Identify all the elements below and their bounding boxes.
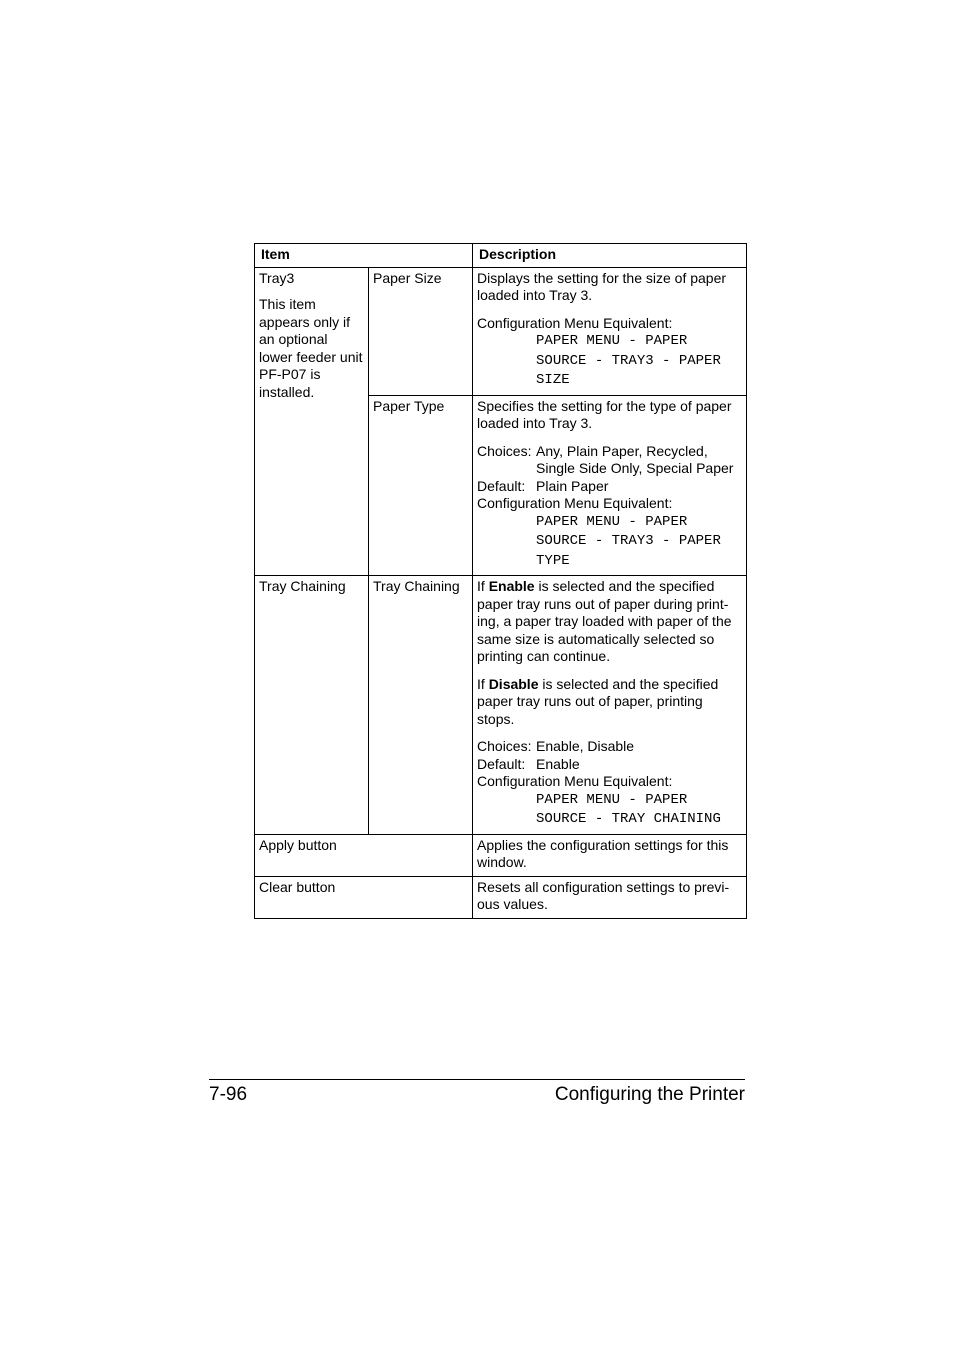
paper-size-config-line2: SOURCE - TRAY3 - PAPER xyxy=(536,352,721,369)
choices-value: Enable, Disable xyxy=(536,738,635,754)
tray3-label: Tray3 xyxy=(259,269,295,286)
paper-size-config-line1: PAPER MENU - PAPER xyxy=(536,333,688,349)
table-row xyxy=(255,576,747,835)
paper-type-desc-cell xyxy=(473,395,747,576)
table-row xyxy=(255,876,747,918)
paper-size-desc-cell xyxy=(473,267,747,395)
clear-button-label: Clear button xyxy=(255,876,473,918)
tray-chaining-desc-cell xyxy=(473,576,747,835)
paper-size-config-label: Configuration Menu Equivalent: xyxy=(477,314,673,331)
tray-chaining-config-label: Configuration Menu Equivalent: xyxy=(477,773,673,789)
paper-type-details xyxy=(477,443,743,572)
tray-chaining-enable-desc xyxy=(477,578,743,666)
paper-type-config-line1: PAPER MENU - PAPER xyxy=(536,513,688,530)
tray-chaining-details xyxy=(477,738,743,830)
default-value: Plain Paper xyxy=(536,477,609,494)
paper-size-desc: Displays the setting for the size of paper loaded into Tray 3. xyxy=(477,269,727,303)
tray-chaining-config-line1: PAPER MENU - PAPER xyxy=(536,791,688,808)
settings-table xyxy=(254,243,747,919)
paper-type-choices xyxy=(477,443,743,478)
enable-rest: is selected and the specified paper tray runs out of paper during print-ing, a paper tray loaded with paper of the same size is automatically selected so printing can continue. xyxy=(477,578,732,664)
tray3-cell xyxy=(255,267,369,576)
tray-chaining-choices xyxy=(477,738,743,756)
disable-word: Disable xyxy=(488,675,539,692)
clear-button-desc: Resets all configuration settings to previ-ous values. xyxy=(473,876,747,918)
disable-prefix: If xyxy=(477,675,489,692)
tray-chaining-disable-desc xyxy=(477,676,743,729)
table-header-row xyxy=(255,244,747,268)
footer-rule xyxy=(209,1079,745,1080)
table-row xyxy=(255,834,747,876)
tray3-note: This item appears only if an optional lower feeder unit PF-P07 is installed. xyxy=(259,296,363,400)
paper-type-config-label: Configuration Menu Equivalent: xyxy=(477,495,673,511)
choices-value: Any, Plain Paper, Recycled, Single Side Only, Special Paper xyxy=(536,442,734,476)
paper-type-config-line3: TYPE xyxy=(536,552,570,569)
enable-prefix: If xyxy=(477,578,489,594)
chapter-title: Configuring the Printer xyxy=(554,1084,745,1105)
choices-label: Choices: xyxy=(477,738,532,754)
disable-rest: is selected and the specified paper tray runs out of paper, printing stops. xyxy=(477,675,719,727)
table-row xyxy=(255,267,747,395)
page-number: 7-96 xyxy=(209,1084,248,1105)
header-item: Item xyxy=(255,244,473,268)
choices-label: Choices: xyxy=(477,442,532,459)
header-description: Description xyxy=(473,244,747,268)
paper-type-default xyxy=(477,478,743,496)
tray-chaining-default xyxy=(477,756,743,774)
paper-type-label: Paper Type xyxy=(369,395,473,576)
paper-size-config-line3: SIZE xyxy=(536,372,570,388)
tray-chaining-sub-label: Tray Chaining xyxy=(369,576,473,835)
apply-button-desc: Applies the configuration settings for this window. xyxy=(473,834,747,876)
enable-word: Enable xyxy=(488,578,535,594)
paper-type-config-line2: SOURCE - TRAY3 - PAPER xyxy=(536,533,721,549)
apply-button-label: Apply button xyxy=(255,834,473,876)
default-label: Default: xyxy=(477,755,526,772)
paper-type-desc: Specifies the setting for the type of paper loaded into Tray 3. xyxy=(477,397,732,431)
default-value: Enable xyxy=(536,755,580,772)
tray-chaining-label: Tray Chaining xyxy=(255,576,369,835)
tray-chaining-config-line2: SOURCE - TRAY CHAINING xyxy=(536,811,721,827)
paper-size-label: Paper Size xyxy=(369,267,473,395)
default-label: Default: xyxy=(477,477,526,494)
